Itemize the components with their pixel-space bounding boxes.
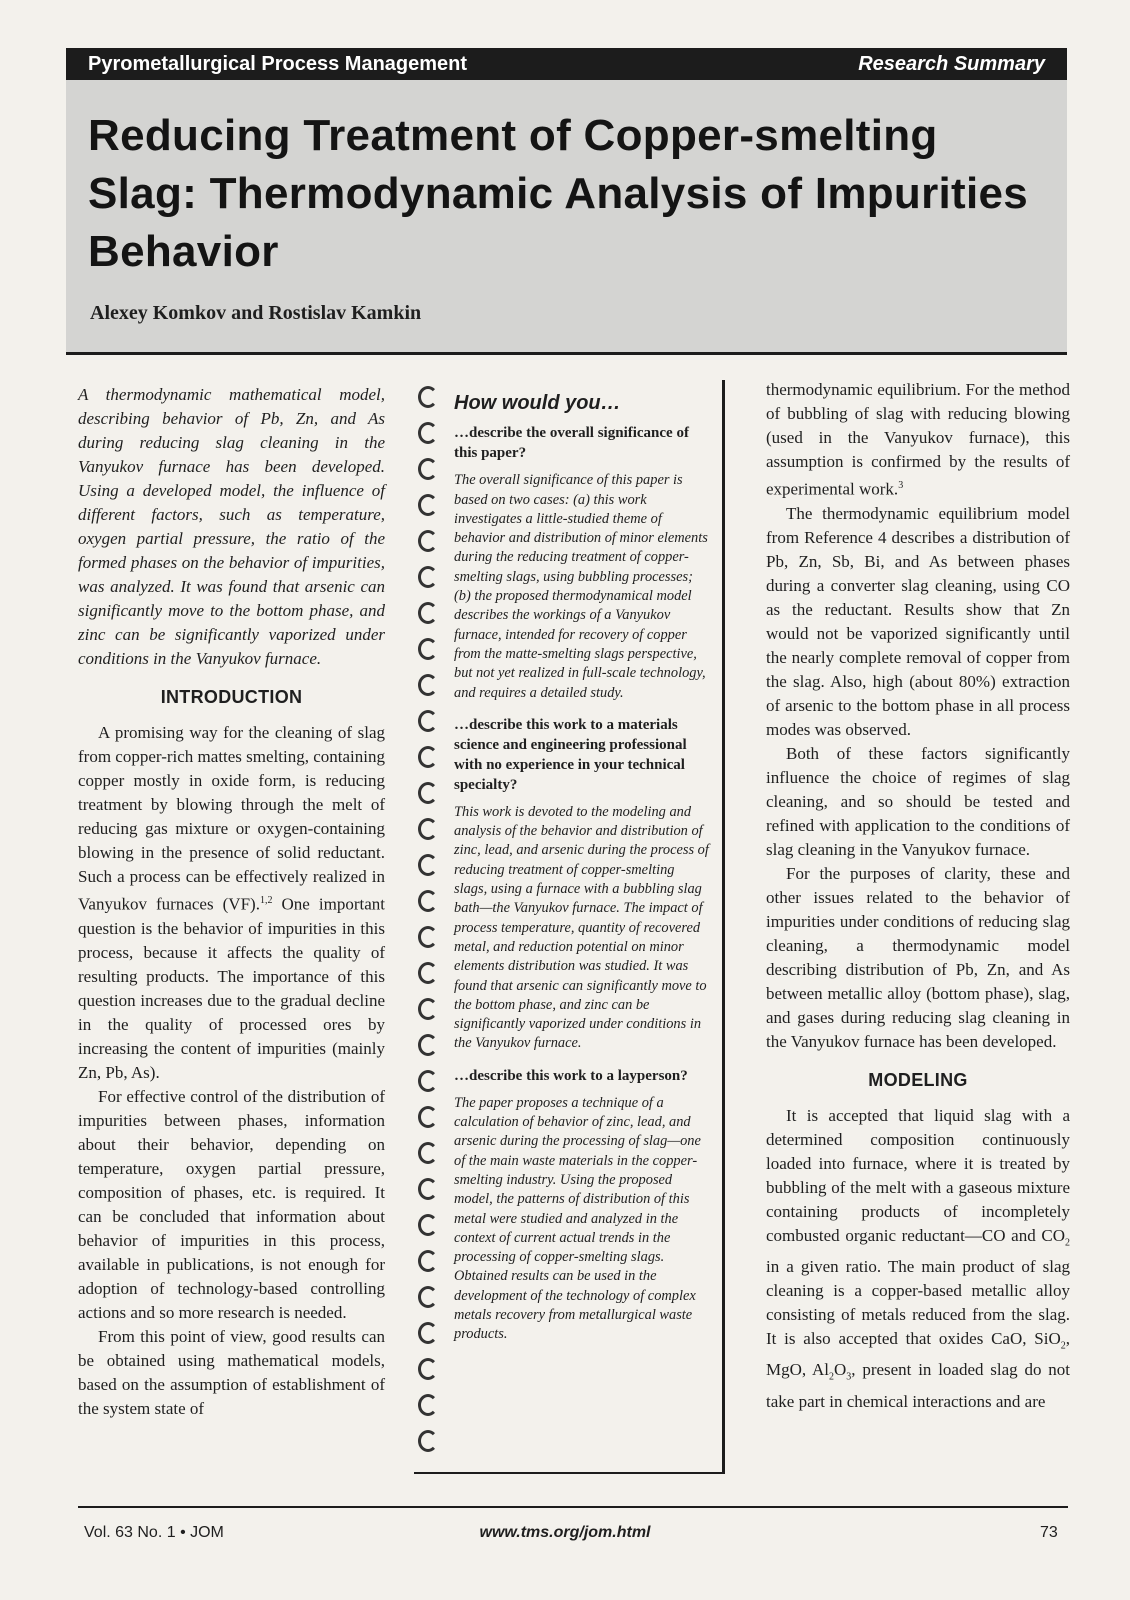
- citation-ref: 3: [898, 480, 904, 491]
- sidebar-question-3: …describe this work to a layperson?: [454, 1067, 688, 1084]
- citation-ref: 1,2: [259, 895, 273, 906]
- spiral-coil: [418, 530, 438, 552]
- footer-issue: Vol. 63 No. 1 • JOM: [84, 1524, 224, 1541]
- spiral-coil: [418, 782, 438, 804]
- article-type-label: Research Summary: [858, 52, 1045, 75]
- spiral-coil: [418, 458, 438, 480]
- spiral-coil: [418, 1214, 438, 1236]
- spiral-coil: [418, 710, 438, 732]
- section-header-bar: [66, 48, 1067, 80]
- spiral-coil: [418, 1250, 438, 1272]
- right-paragraph-1: thermodynamic equilibrium. For the method of bubbling of slag with reducing blowing (used in the Vanyukov furnace), this assumption is confirmed by the results of experimental work.$^3$: [766, 380, 1070, 499]
- intro-paragraph-3: From this point of view, good results can be obtained using mathematical models, based on the assumption of establishment of the system state of: [78, 1326, 385, 1418]
- spiral-coil: [418, 1358, 438, 1380]
- spiral-coil: [418, 890, 438, 912]
- sidebar-answer-2: This work is devoted to the modeling and analysis of the behavior and distribution of zinc, lead, and arsenic during the process of reducing treatment of copper-smelting slags, using a furnace with a bubbling slag bath—the Vanyukov furnace. The impact of process temperature, quantity of recovered metal, and reduction potential on minor elements distribution was studied. It was found that arsenic can significantly move to the bottom phase, and zinc can be significantly vaporized under conditions in the Vanyukov furnace.: [454, 803, 709, 1052]
- sidebar-answer-1: The overall significance of this paper is based on two cases: (a) this work investigates a little-studied theme of behavior and distribution of minor elements during the reducing treatment of copper-smelting slags, using bubbling processes; (b) the proposed thermodynamical model describes the workings of a Vanyukov furnace, intended for recovery of copper from the matte-smelting slags perspective, but not yet realized in full-scale technology, and requires a detailed study.: [454, 472, 708, 701]
- introduction-heading: INTRODUCTION: [160, 687, 303, 707]
- column-right: [766, 378, 1070, 1414]
- spiral-coil: [418, 1322, 438, 1344]
- spiral-coil: [418, 1034, 438, 1056]
- spiral-coil: [418, 638, 438, 660]
- footer-divider: [78, 1506, 1068, 1508]
- column-left: [78, 383, 385, 1421]
- spiral-coil: [418, 602, 438, 624]
- spiral-coil: [418, 1178, 438, 1200]
- sidebar-content: [454, 390, 710, 1357]
- section-label: Pyrometallurgical Process Management: [88, 52, 468, 75]
- modeling-heading: MODELING: [868, 1069, 968, 1090]
- spiral-coil: [418, 1286, 438, 1308]
- spiral-coil: [418, 962, 438, 984]
- spiral-coil: [418, 854, 438, 876]
- intro-paragraph-1: A promising way for the cleaning of slag from copper-rich mattes smelting, containing copper mostly in oxide form, is reducing treatment by blowing through the melt of reducing gas mixture or oxygen-containing blowing in the presence of solid reductant. Such a process can be effectively realized in Vanyukov furnaces (VF).$^{1,2}$ One important question is the behavior of impurities in this process, because it affects the quality of resulting products. The importance of this question increases due to the gradual decline in the quality of processed ores by increasing the content of impurities (mainly Zn, Pb, As).: [78, 723, 385, 1082]
- spiral-coil: [418, 926, 438, 948]
- spiral-coil: [418, 1142, 438, 1164]
- right-paragraph-2: The thermodynamic equilibrium model from Reference 4 describes a distribution of Pb, Zn, Sb, Bi, and As between phases during a converter slag cleaning, using CO as the reductant. Results show that Zn would not be vaporized significantly until the nearly complete removal of copper from the slag. Also, high (about 80%) extraction of arsenic to the bottom phase in all process modes was observed.: [766, 503, 1070, 739]
- abstract: A thermodynamic mathematical model, describing behavior of Pb, Zn, and As during reducing slag cleaning in the Vanyukov furnace has been developed. Using a developed model, the influence of different factors, such as temperature, oxygen partial pressure, the ratio of the formed phases on the behavior of impurities, was analyzed. It was found that arsenic can significantly move to the bottom phase, and zinc can be significantly vaporized under conditions in the Vanyukov furnace.: [78, 385, 385, 668]
- article-authors: Alexey Komkov and Rostislav Kamkin: [90, 302, 422, 324]
- spiral-coil: [418, 1394, 438, 1416]
- sidebar-heading: How would you…: [454, 392, 621, 414]
- spiral-coil: [418, 746, 438, 768]
- right-paragraph-4: For the purposes of clarity, these and other issues related to the behavior of impurities under conditions of reducing slag cleaning, a thermodynamic model describing distribution of Pb, Zn, and As between metallic alloy (bottom phase), slag, and gases during reducing slag cleaning in the Vanyukov furnace has been developed.: [766, 863, 1070, 1051]
- spiral-coil: [418, 566, 438, 588]
- how-would-you-sidebar: [414, 380, 725, 1474]
- spiral-coil: [418, 674, 438, 696]
- sidebar-question-2: …describe this work to a materials science and engineering professional with no experience in your technical specialty?: [454, 716, 687, 793]
- title-block: [66, 80, 1067, 355]
- spiral-binding-decoration: [418, 386, 448, 1466]
- sidebar-answer-3: The paper proposes a technique of a calculation of behavior of zinc, lead, and arsenic during the processing of slag—one of the main waste materials in the copper-smelting industry. Using the proposed model, the patterns of distribution of this metal were studied and analyzed in the context of current actual trends in the processing of copper-smelting slags. Obtained results can be used in the development of the technology of complex metals recovery from metallurgical waste products.: [454, 1094, 701, 1343]
- spiral-coil: [418, 998, 438, 1020]
- right-paragraph-3: Both of these factors significantly influence the choice of regimes of slag cleaning, and so should be tested and refined with application to the conditions of slag cleaning in the Vanyukov furnace.: [766, 743, 1070, 859]
- spiral-coil: [418, 494, 438, 516]
- spiral-coil: [418, 1430, 438, 1452]
- spiral-coil: [418, 818, 438, 840]
- article-title: Reducing Treatment of Copper-smelting Slag: Thermodynamic Analysis of Impurities Behavior: [88, 111, 1029, 276]
- modeling-paragraph-1: It is accepted that liquid slag with a determined composition continuously loaded into furnace, where it is treated by bubbling of the melt with a gaseous mixture containing products of incompletely combusted organic reductant—CO and $CO_2$ in a given ratio. The main product of slag cleaning is a copper-based metallic alloy consisting of metals reduced from the slag. It is also accepted that oxides CaO, SiO$_2$, MgO, $Al_2O_3$, present in loaded slag do not take part in chemical interactions and are: [766, 1105, 1070, 1411]
- page-number: 73: [1040, 1524, 1058, 1541]
- spiral-coil: [418, 1070, 438, 1092]
- footer-url: www.tms.org/jom.html: [479, 1524, 651, 1541]
- intro-paragraph-2: For effective control of the distribution of impurities between phases, information about their behavior, depending on temperature, oxygen partial pressure, composition of phases, etc. is required. It can be concluded that information about behavior of impurities in this process, available in publications, is not enough for adoption of technology-based controlling actions and so more research is needed.: [78, 1086, 385, 1322]
- spiral-coil: [418, 422, 438, 444]
- spiral-coil: [418, 1106, 438, 1128]
- sidebar-question-1: …describe the overall significance of this paper?: [454, 425, 689, 462]
- spiral-coil: [418, 386, 438, 408]
